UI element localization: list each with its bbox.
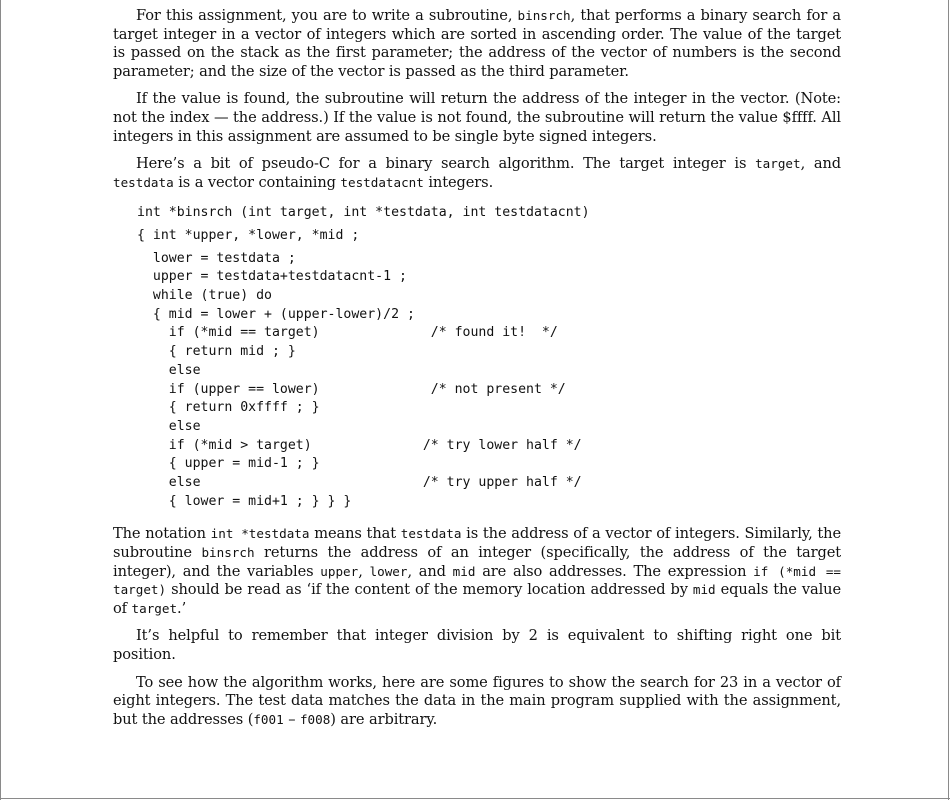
notation-text-1: The notation xyxy=(113,525,211,543)
paragraph-figures-intro xyxy=(113,674,841,730)
document-page xyxy=(113,7,841,738)
code-line: upper = testdata+testdatacnt-1 ; xyxy=(137,269,407,285)
code-binsrch: binsrch xyxy=(201,544,255,560)
paragraph-notation-explanation xyxy=(113,525,841,618)
code-testdatacnt: testdatacnt xyxy=(340,174,424,190)
page-right-border xyxy=(948,0,949,800)
code-line: if (upper == lower) /* not present */ xyxy=(137,381,566,397)
notation-text-9: equals the value of xyxy=(113,581,841,617)
code-line: { mid = lower + (upper-lower)/2 ; xyxy=(137,306,415,322)
pseudo-text-4: integers. xyxy=(423,173,494,191)
intro-text-1: For this assignment, you are to write a subroutine, xyxy=(136,7,518,24)
code-int-testdata: int *testdata xyxy=(210,526,310,542)
figures-text-1: To see how the algorithm works, here are some figures to show the search for 23 in a vector of eight integers. The test data matches the data in the main program supplied with the assignment, but the addresses ( xyxy=(113,673,841,728)
notation-text-8: should be read as ‘if the content of the memory location addressed by xyxy=(166,581,693,599)
code-line: if (*mid == target) /* found it! */ xyxy=(137,325,558,341)
code-target: target xyxy=(131,600,178,616)
code-f008: f008 xyxy=(299,711,331,727)
paragraph-pseudo-c-intro xyxy=(113,155,841,192)
code-line: { return mid ; } xyxy=(137,344,296,360)
notation-text-6: , and xyxy=(407,562,453,580)
code-testdata: testdata xyxy=(113,174,174,190)
paragraph-return-value xyxy=(113,90,841,146)
code-lower: lower xyxy=(369,563,408,579)
code-target: target xyxy=(755,156,801,172)
division-tip-text: It’s helpful to remember that integer division by 2 is equivalent to shifting right one bit position. xyxy=(113,627,841,663)
notation-text-7: are also addresses. The expression xyxy=(475,562,754,580)
notation-text-10: .’ xyxy=(177,599,187,617)
intro-text-2: , that performs a binary search for a target integer in a vector of integers which are sorted in ascending order. The value of the target is passed on the stack as the first parameter; the address of the vector of numbers is the second parameter; and the size of the vector is passed as the third parameter. xyxy=(113,7,841,80)
code-line: { upper = mid-1 ; } xyxy=(137,456,320,472)
pseudo-text-2: , and xyxy=(800,155,841,173)
code-f001: f001 xyxy=(253,711,284,727)
code-mid: mid xyxy=(692,582,716,598)
code-upper: upper xyxy=(320,563,359,579)
paragraph-division-tip xyxy=(113,627,841,664)
code-line: else xyxy=(137,362,201,378)
code-line: { return 0xffff ; } xyxy=(137,400,320,416)
notation-text-2: means that xyxy=(309,525,401,543)
figures-text-3: ) are arbitrary. xyxy=(330,710,438,728)
code-line: { int *upper, *lower, *mid ; xyxy=(137,228,360,244)
code-line: if (*mid > target) /* try lower half */ xyxy=(137,437,582,453)
notation-text-5: , xyxy=(358,562,370,580)
code-if-expression: if (*mid == target) xyxy=(113,563,841,598)
pseudo-c-code-block xyxy=(137,204,841,511)
code-signature: int *binsrch (int target, int *testdata, int testdatacnt) xyxy=(137,205,590,221)
notation-text-3: is the address of a vector of integers. Similarly, the subroutine xyxy=(113,525,841,561)
code-line: else /* try upper half */ xyxy=(137,474,582,490)
code-line: lower = testdata ; xyxy=(137,250,296,266)
code-testdata: testdata xyxy=(400,526,462,542)
pseudo-text-3: is a vector containing xyxy=(173,173,341,191)
code-binsrch: binsrch xyxy=(517,8,571,23)
return-value-text: If the value is found, the subroutine will return the address of the integer in the vector. (Note: not the index — the address.) If the value is not found, the subroutine will return the value $ffff. All integers in this assignment are assumed to be single byte signed integers. xyxy=(113,90,841,145)
code-line: while (true) do xyxy=(137,288,272,304)
code-mid: mid xyxy=(452,563,476,579)
page-left-border xyxy=(0,0,1,800)
paragraph-assignment-intro xyxy=(113,7,841,81)
code-line: { lower = mid+1 ; } } } xyxy=(137,493,352,509)
figures-text-2: – xyxy=(283,710,300,728)
notation-text-4: returns the address of an integer (specifically, the address of the target integer), and the variables xyxy=(113,543,842,580)
code-line: else xyxy=(137,418,201,434)
pseudo-text-1: Here’s a bit of pseudo-C for a binary search algorithm. The target integer is xyxy=(136,155,756,173)
page-bottom-border xyxy=(0,798,950,799)
